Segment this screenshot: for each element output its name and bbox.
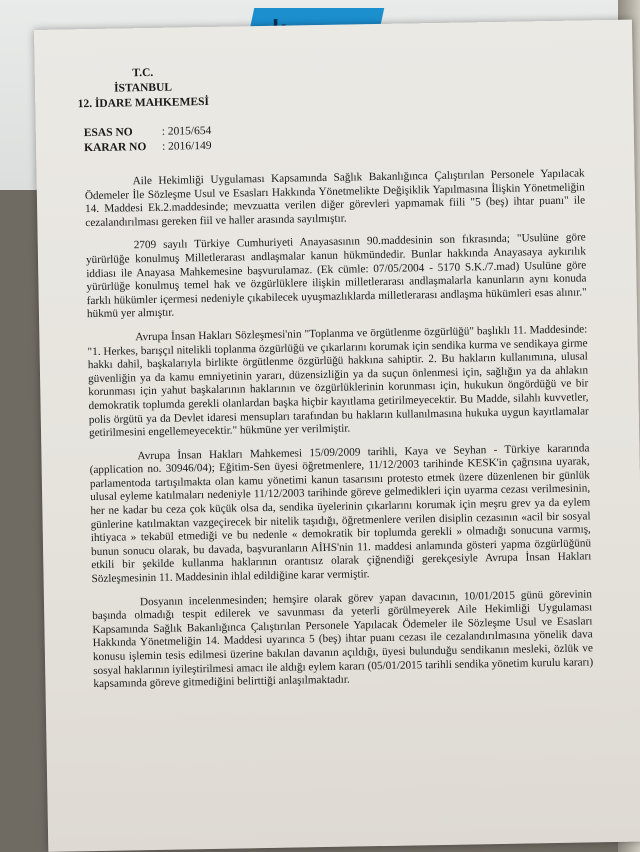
case-meta <box>84 117 584 156</box>
karar-value: : 2016/149 <box>161 139 212 153</box>
paragraph-5: Dosyanın incelenmesinden; hemşire olarak görev yapan davacının, 10/01/2015 günü görevinin başında olmadığı tespit edilerek ve savunması da yeterli görülmeyerek Aile Hekimliği Uygulaması Kapsamında Sağlık Bakanlığınca Çalıştırılan Personele Yapılacak Ödemeler ile Sözleşme Usul ve Esasları Hakkında Yönetmeliğin 14. Maddesi uyarınca 5 (beş) ihtar puanı cezası ile cezalandırılmasına yönelik dava konusu işlemin tesis edilmesi üzerine bakılan davanın açıldığı, üyesi bulunduğu sendikanın mesleki, özlük ve sosyal haklarının iyileştirilmesi amacı ile aldığı eylem kararı (05/01/2015 tarihli sendika yönetim kurulu kararı) kapsamında göreve gitmediğini belirttiği anlaşılmaktadır. <box>92 587 594 691</box>
paragraph-1: Aile Hekimliği Uygulaması Kapsamında Sağlık Bakanlığınca Çalıştırılan Personele Yapılacak Ödemeler İle Sözleşme Usul ve Esasları Hakkında Yönetmelikte Değişiklik Yapılmasına İlişkin Yönetmeliğin 14. Maddesi Ek.2.maddesinde; mevzuatta verilen diğer görevleri yapmamak fiili "5 (beş) ihtar puanı" ile cezalandırılması gereken fiil ve haller arasında sayılmıştır. <box>84 167 586 229</box>
document-body <box>85 167 594 691</box>
header-tc: T.C. <box>132 66 154 80</box>
paragraph-4: Avrupa İnsan Hakları Mahkemesi 15/09/2009 tarihli, Kaya ve Seyhan - Türkiye kararında (application no. 30946/04); Eğitim-Sen üyesi öğretmenlere, 11/12/2003 tarihinde KESK'in çağrısına uyarak, parlamentoda tartışılmakta olan kamu yönetimi kanun tasarısını protesto etmek üzere düzenlenen bir günlük ulusal eyleme katılmaları nedeniyle 11/12/2003 tarihinde göreve gelmedikleri için uyarma cezası verilmesinin, her ne kadar bu ceza çok küçük olsa da, sendika üyelerinin çıkarlarını korumak için meşru grev ya da eylem günlerine katılmaktan vazgeçirecek bir nitelik taşıdığı, öğretmenlere verilen disiplin cezasının «acil bir sosyal ihtiyaca » tekabül etmediği ve bu nedenle « demokratik bir toplumda gerekli » olmadığı sonucuna varmış, bunun sonucu olarak, bu davada, başvuranların AİHS'nin 11. maddesi anlamında gösteri yapma özgürlüğünü etkili bir şekilde kullanma haklarının orantısız olarak çiğnendiği gerekçesiyle Avrupa İnsan Hakları Sözleşmesinin 11. Maddesinin ihlal edildiğine karar vermiştir. <box>89 442 592 586</box>
karar-label: KARAR NO <box>83 141 147 155</box>
esas-label: ESAS NO <box>83 126 133 140</box>
paragraph-2: 2709 sayılı Türkiye Cumhuriyeti Anayasasının 90.maddesinin son fıkrasında; "Usulüne göre yürürlüğe konulmuş Milletlerarası andlaşmalar kanun hükmündedir. Bunlar hakkında Anayasaya aykırılık iddiası ile Anayasa Mahkemesine başvurulamaz. (Ek cümle: 07/05/2004 - 5170 S.K./7.mad) Usulüne göre yürürlüğe konulmuş temel hak ve özgürlüklere ilişkin milletlerarası andlaşmalarla kanunların aynı konuda farklı hükümler içermesi nedeniyle çıkabilecek uyuşmazlıklarda milletlerarası andlaşma hükümleri esas alınır." hükmü yer almıştır. <box>85 231 587 321</box>
document-content <box>77 58 594 701</box>
header-city: İSTANBUL <box>113 81 173 95</box>
esas-value: : 2015/654 <box>161 124 212 138</box>
document-header <box>23 64 264 113</box>
header-court: 12. İDARE MAHKEMESİ <box>77 95 210 111</box>
paragraph-3: Avrupa İnsan Hakları Sözleşmesi'nin "Toplanma ve örgütlenme özgürlüğü" başlıklı 11. Maddesinde: "1. Herkes, barışçıl nitelikli toplanma özgürlüğü ve çıkarlarını korumak için sendika kurma ve sendikaya girme hakkı dahil, başkalarıyla birlikte örgütlenme özgürlüğü hakkına sahiptir. 2. Bu hakların kullanımına, ulusal güvenliğin ya da kamu emniyetinin yararı, düzensizliğin ya da suçun önlenmesi için, sağlığın ya da ahlakın korunması için yahut başkalarının haklarının ve özgürlüklerinin korunması için, hukukun öngördüğü ve bir demokratik toplumda gerekli olanlardan başka hiçbir kayıtlama getirilmeyecektir. Bu Madde, silahlı kuvvetler, polis örgütü ya da Devlet idaresi mensupları tarafından bu hakların kullanılmasına hukuka uygun kayıtlamalar getirilmesini engellemeyecektir." hükmüne yer verilmiştir. <box>87 323 589 440</box>
court-document-page <box>34 20 640 852</box>
